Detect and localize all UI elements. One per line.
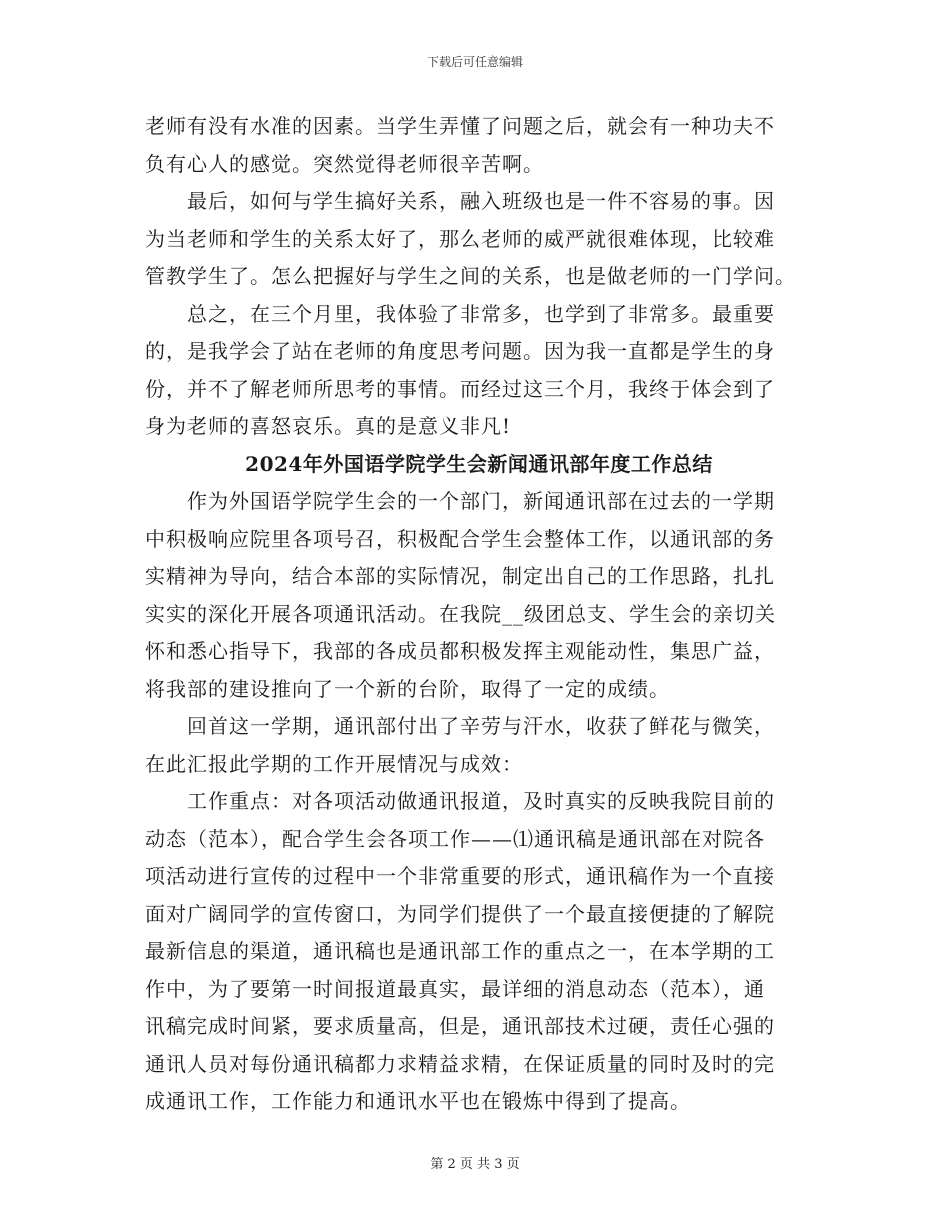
paragraph-line: 动态（范本），配合学生会各项工作——⑴通讯稿是通讯部在对院各 (145, 826, 765, 851)
section-title: 2024年外国语学院学生会新闻通讯部年度工作总结 (245, 451, 713, 476)
paragraph-line: 负有心人的感觉。突然觉得老师很辛苦啊。 (145, 151, 544, 176)
paragraph-line: 面对广阔同学的宣传窗口，为同学们提供了一个最直接便捷的了解院 (145, 901, 775, 926)
paragraph-line: 工作重点：对各项活动做通讯报道，及时真实的反映我院目前的 (187, 789, 775, 813)
paragraph-line: 老师有没有水准的因素。当学生弄懂了问题之后，就会有一种功夫不 (145, 114, 775, 138)
paragraph-line: 作为外国语学院学生会的一个部门，新闻通讯部在过去的一学期 (187, 489, 775, 513)
page-header: 下载后可任意编辑 (426, 55, 523, 69)
paragraph-line: 作中，为了要第一时间报道最真实，最详细的消息动态（范本），通 (145, 976, 765, 1001)
paragraph-line: 项活动进行宣传的过程中一个非常重要的形式，通讯稿作为一个直接 (145, 864, 775, 888)
paragraph-line: 回首这一学期，通讯部付出了辛劳与汗水，收获了鲜花与微笑， (187, 714, 775, 738)
page-number: 第 2 页 共 3 页 (430, 1157, 520, 1172)
paragraph-line: 总之，在三个月里，我体验了非常多，也学到了非常多。最重要 (187, 301, 775, 326)
paragraph-line: 实实的深化开展各项通讯活动。在我院__级团总支、学生会的亲切关 (145, 601, 776, 626)
paragraph-line: 中积极响应院里各项号召，积极配合学生会整体工作，以通讯部的务 (145, 526, 775, 551)
paragraph-line: 管教学生了。怎么把握好与学生之间的关系，也是做老师的一门学问。 (145, 264, 796, 288)
paragraph-line: 成通讯工作，工作能力和通讯水平也在锻炼中得到了提高。 (145, 1089, 691, 1113)
paragraph-line: 怀和悉心指导下，我部的各成员都积极发挥主观能动性，集思广益， (145, 639, 775, 663)
paragraph-line: 在此汇报此学期的工作开展情况与成效： (145, 751, 523, 776)
paragraph-line: 的，是我学会了站在老师的角度思考问题。因为我一直都是学生的身 (145, 339, 775, 363)
paragraph-line: 为当老师和学生的关系太好了，那么老师的威严就很难体现，比较难 (145, 226, 775, 251)
paragraph-line: 实精神为导向，结合本部的实际情况，制定出自己的工作思路，扎扎 (145, 564, 775, 588)
paragraph-line: 身为老师的喜怒哀乐。真的是意义非凡! (145, 414, 512, 438)
paragraph-line: 通讯人员对每份通讯稿都力求精益求精，在保证质量的同时及时的完 (145, 1051, 775, 1076)
paragraph-line: 最后，如何与学生搞好关系，融入班级也是一件不容易的事。因 (187, 189, 775, 213)
paragraph-line: 讯稿完成时间紧，要求质量高，但是，通讯部技术过硬，责任心强的 (145, 1014, 775, 1038)
document-body (145, 108, 805, 1121)
paragraph-line: 份，并不了解老师所思考的事情。而经过这三个月，我终于体会到了 (145, 376, 775, 401)
paragraph-line: 最新信息的渠道，通讯稿也是通讯部工作的重点之一，在本学期的工 (145, 939, 775, 963)
paragraph-line: 将我部的建设推向了一个新的台阶，取得了一定的成绩。 (145, 676, 670, 701)
